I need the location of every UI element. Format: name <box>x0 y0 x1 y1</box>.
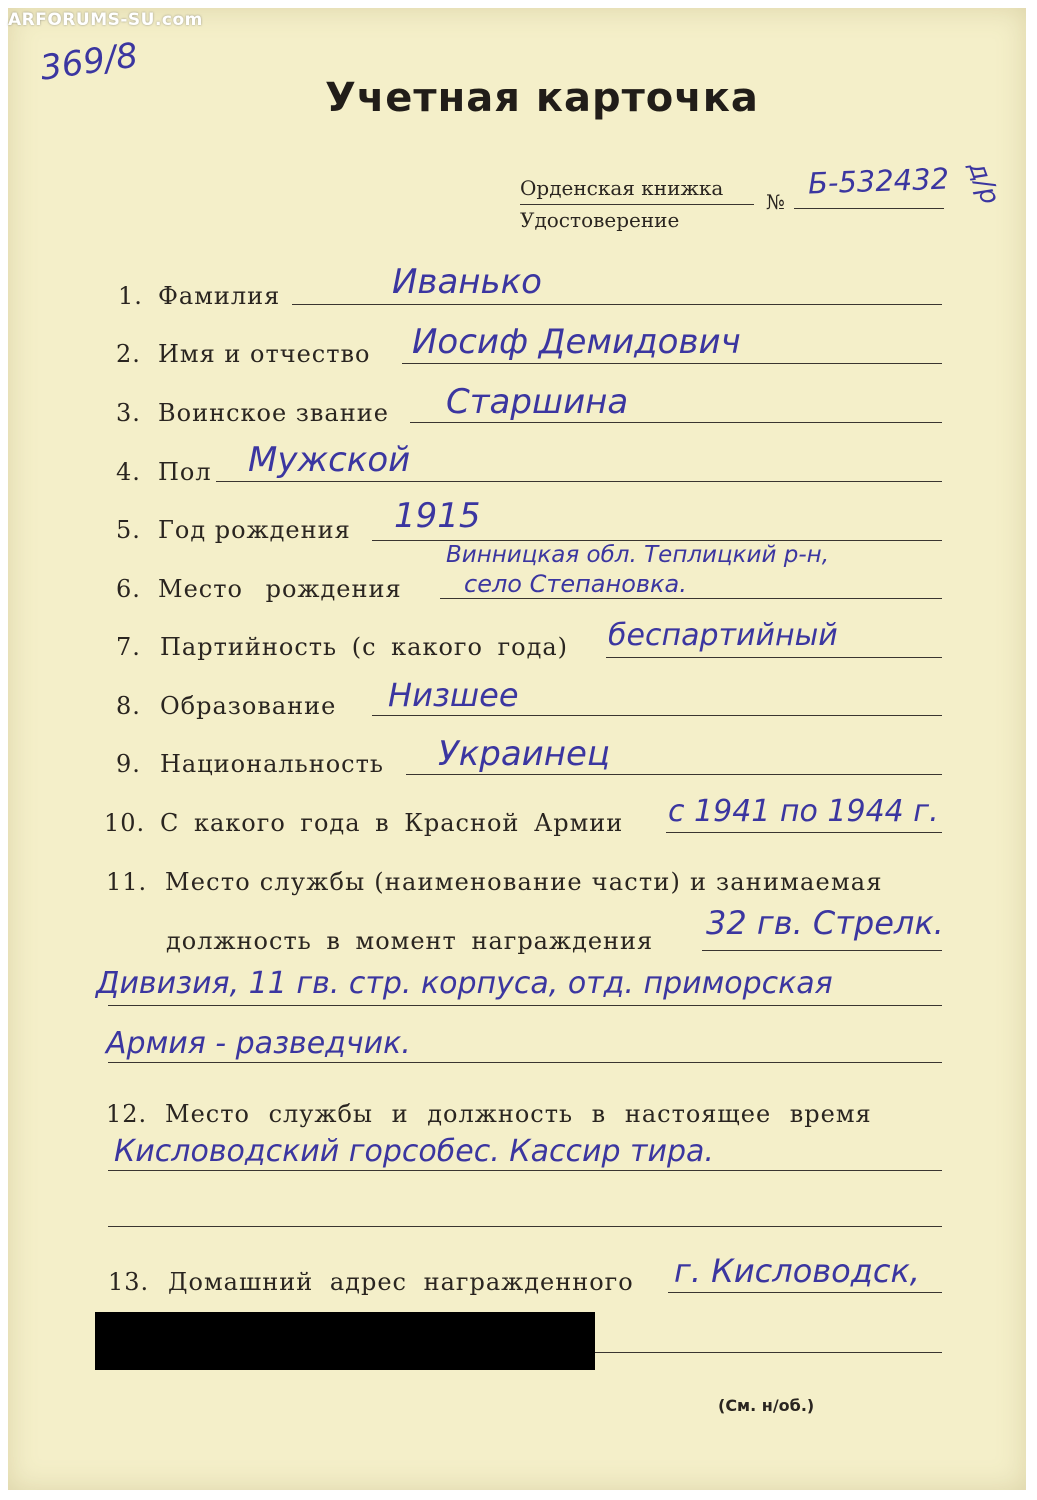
field-4-number: 4. <box>116 458 141 486</box>
field-9-underline <box>406 774 942 775</box>
first-and-patronymic-value: Иосиф Демидович <box>412 322 741 362</box>
field-13-underline-1 <box>668 1292 942 1293</box>
field-9-label: Национальность <box>160 750 384 778</box>
field-1-label: Фамилия <box>158 282 281 310</box>
field-11-underline-3 <box>108 1062 942 1063</box>
field-11-number: 11. <box>106 868 148 896</box>
field-7-label: Партийность (с какого года) <box>160 633 569 661</box>
field-7-number: 7. <box>116 633 141 661</box>
field-11-label-line1: Место службы (наименование части) и занимаемая <box>165 868 883 896</box>
number-sign: № <box>766 190 785 214</box>
birth-year-value: 1915 <box>394 496 481 536</box>
service-place-value-1: 32 гв. Стрелк. <box>706 904 944 942</box>
footer-note: (См. н/об.) <box>718 1396 815 1415</box>
field-12-number: 12. <box>106 1100 148 1128</box>
field-6-underline <box>440 598 942 599</box>
field-12-underline-2 <box>108 1226 942 1227</box>
field-7-underline <box>606 657 942 658</box>
field-11-label-line2: должность в момент награждения <box>166 927 654 955</box>
field-12-label: Место службы и должность в настоящее время <box>165 1100 872 1128</box>
field-10-label: С какого года в Красной Армии <box>160 809 624 837</box>
field-6-number: 6. <box>116 575 141 603</box>
field-8-underline <box>372 715 942 716</box>
red-army-years-value: с 1941 по 1944 г. <box>668 794 939 829</box>
order-book-label: Орденская книжка <box>520 176 724 200</box>
field-13-label: Домашний адрес награжденного <box>168 1268 634 1296</box>
military-rank-value: Старшина <box>446 382 629 422</box>
field-2-underline <box>402 363 942 364</box>
field-1-number: 1. <box>118 282 143 310</box>
order-number: Б-532432 <box>807 161 950 201</box>
education-value: Низшее <box>388 676 519 714</box>
field-5-underline <box>372 540 942 541</box>
field-10-underline <box>666 832 942 833</box>
field-4-underline <box>216 481 942 482</box>
birth-place-value: Винницкая обл. Теплицкий р-н, <box>446 542 830 568</box>
current-service-value: Кисловодский горсобес. Кассир тира. <box>114 1134 714 1169</box>
field-9-number: 9. <box>116 750 141 778</box>
field-11-underline-2 <box>108 1005 942 1006</box>
birth-place-value-2: село Степановка. <box>464 570 687 598</box>
field-3-underline <box>410 422 942 423</box>
order-book-underline <box>520 204 754 205</box>
party-value: беспартийный <box>608 618 838 653</box>
field-5-label: Год рождения <box>158 516 351 544</box>
service-place-value-3: Армия - разведчик. <box>106 1026 411 1061</box>
field-8-number: 8. <box>116 692 141 720</box>
field-3-number: 3. <box>116 399 141 427</box>
number-underline <box>794 208 944 209</box>
page-title: Учетная карточка <box>325 75 759 121</box>
corner-number: 369/8 <box>37 35 141 89</box>
field-1-underline <box>292 304 942 305</box>
field-2-number: 2. <box>116 340 141 368</box>
field-3-label: Воинское звание <box>158 399 389 427</box>
field-6-label: Место рождения <box>158 575 402 603</box>
redaction-block <box>95 1312 595 1370</box>
field-10-number: 10. <box>104 809 146 837</box>
field-13-number: 13. <box>108 1268 150 1296</box>
home-address-value: г. Кисловодск, <box>674 1252 920 1290</box>
field-4-label: Пол <box>158 458 212 486</box>
field-11-underline-1 <box>702 950 942 951</box>
field-2-label: Имя и отчество <box>158 340 371 368</box>
service-place-value-2: Дивизия, 11 гв. стр. корпуса, отд. приморская <box>96 966 833 1001</box>
field-5-number: 5. <box>116 516 141 544</box>
surname-value: Иванько <box>392 262 542 302</box>
side-mark: д/р <box>962 157 1006 209</box>
nationality-value: Украинец <box>438 734 611 774</box>
field-8-label: Образование <box>160 692 337 720</box>
sex-value: Мужской <box>248 440 411 480</box>
certificate-label: Удостоверение <box>520 208 680 232</box>
watermark: ARFORUMS-SU.com <box>8 10 203 30</box>
field-12-underline-1 <box>108 1170 942 1171</box>
